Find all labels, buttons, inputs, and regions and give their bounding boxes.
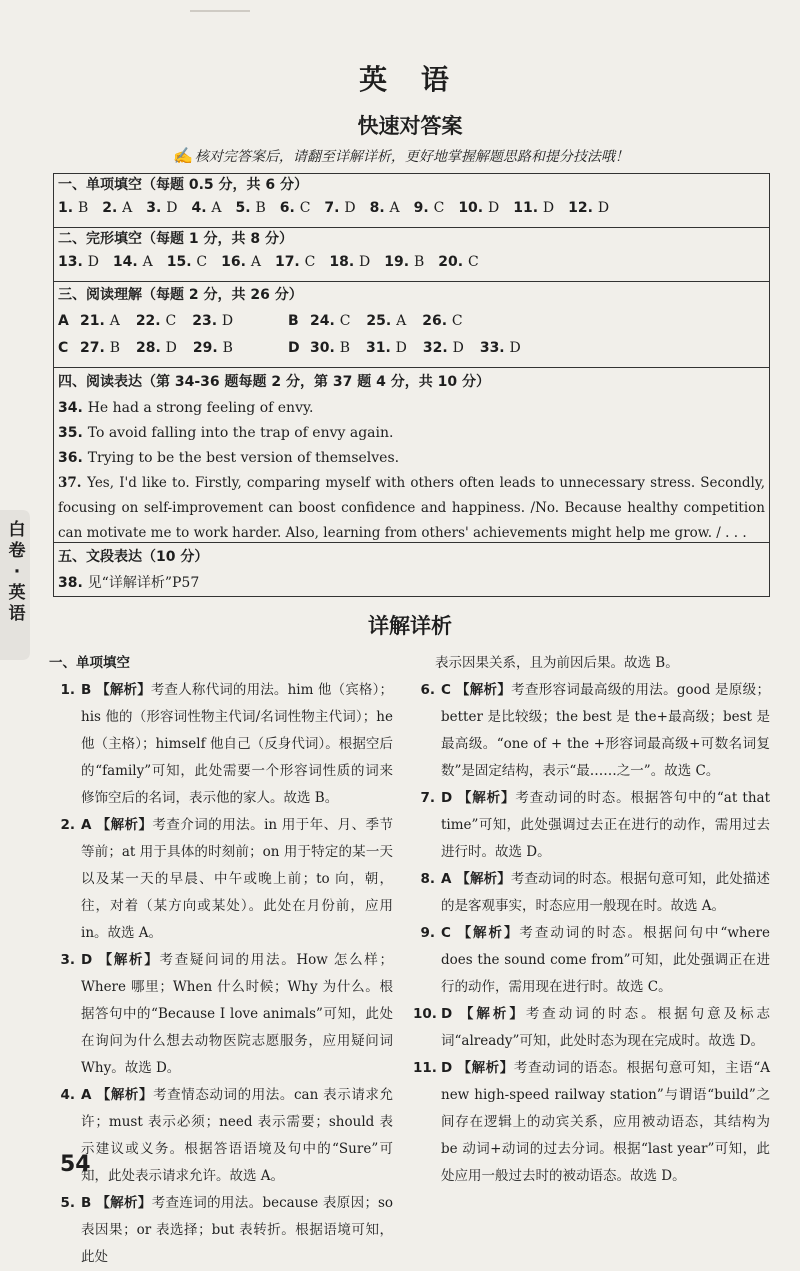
answer-letter: A [122, 200, 133, 216]
question-number: 29. [192, 340, 223, 356]
answer-letter: A [396, 313, 407, 329]
explanation-body: 考查动词的时态。根据句意可知，此处描述的是客观事实，时态应用一般现在时。故选 A。 [441, 871, 771, 914]
pen-icon: ✍ [173, 146, 193, 165]
explanation-item [53, 677, 393, 812]
answer-text: To avoid falling into the trap of envy again. [87, 425, 394, 441]
explanation-text [441, 866, 770, 920]
question-number: 9. [420, 925, 435, 941]
question-number: 19. [384, 254, 414, 270]
question-number: 6. [420, 682, 435, 698]
answer-cell [458, 196, 499, 220]
answer-cell [280, 196, 311, 220]
answer-letter: D [441, 790, 458, 806]
question-number: 13. [58, 254, 88, 270]
analysis-tag: 【解析】 [96, 1087, 154, 1103]
analysis-tag: 【解析】 [456, 871, 511, 887]
answer-letter: D [87, 254, 99, 270]
answer-cell [423, 335, 464, 362]
answer-letter: A [250, 254, 261, 270]
answer-letter: A [109, 313, 120, 329]
side-tab-text: 白卷·英语 [8, 520, 26, 624]
question-number: 3. [146, 200, 167, 216]
answer-key-box [53, 173, 770, 597]
answer-cell [568, 196, 609, 220]
explanation-text [441, 1001, 770, 1055]
section-single-choice [54, 174, 769, 228]
explanation-text [441, 920, 770, 1001]
answer-letter: B [109, 340, 120, 356]
analysis-tag: 【解析】 [457, 790, 516, 806]
question-number: 8. [420, 871, 435, 887]
expression-answer [58, 471, 769, 546]
answer-letter: D [81, 952, 99, 968]
continued-text: 表示因果关系，且为前因后果。故选 B。 [435, 655, 679, 671]
explanation-text [81, 1082, 393, 1190]
detail-left-column [49, 650, 394, 1271]
answer-letter: D [395, 340, 407, 356]
explanation-item [53, 947, 393, 1082]
answer-cell [193, 335, 233, 362]
answer-letter: D [488, 200, 500, 216]
question-number: 22. [135, 313, 166, 329]
answer-cell [80, 335, 120, 362]
answer-letter: D [166, 200, 178, 216]
answer-cell [221, 250, 261, 274]
tip-line [173, 146, 629, 166]
question-number: 21. [80, 313, 110, 329]
explanation-item [53, 1190, 393, 1271]
explanation-body: 考查人称代词的用法。him 他（宾格）；his 他的（形容词性物主代词/名词性物主代词）；he 他（主格）；himself 他自己（反身代词）。根据空后的“family”可知，此处需要一个形容词性质的词来修饰空后的名词，表示他的家人。故选 B。 [81, 682, 394, 806]
detail-section-heading: 一、单项填空 [49, 655, 130, 671]
answer-letter: D [509, 340, 521, 356]
answer-letter: C [196, 254, 208, 270]
answer-letter: A [211, 200, 222, 216]
explanation-text [441, 1055, 770, 1190]
question-number: 1. [58, 200, 78, 216]
detail-title: 详解详析 [368, 613, 452, 638]
explanation-text [81, 812, 393, 947]
explanation-body: 考查情态动词的用法。can 表示请求允许；must 表示必须；need 表示需要；should 表示建议或义务。根据答语语境及句中的“Sure”可知，此处表示请求允许。故选 A。 [81, 1087, 394, 1184]
answer-letter: 见“详解详析”P57 [87, 575, 200, 591]
explanation-body: 考查动词的语态。根据句意可知，主语“A new high-speed railway station”与谓语“build”之间存在逻辑上的动宾关系，应用被动语态，其结构为 be 动词+动词的过去分词。根据“last year”可知，此处应用一般过去时的被动语态。故选 D。 [441, 1060, 771, 1184]
explanation-item [413, 920, 770, 1001]
answer-text: Yes, I'd like to. Firstly, comparing myself with others often leads to unnecessary stress. Secondly, focusing on self-improvement can boost confidence and happiness. /No. Because healthy competition can motivate me to work harder. Also, learning from others' achievements might help me grow. / . . . [58, 475, 765, 541]
answer-cell [236, 196, 266, 220]
answer-letter: D [597, 200, 610, 216]
passage-label: D [288, 340, 300, 356]
reading-row [58, 308, 769, 335]
section-heading: 四、阅读表达（第 34-36 题每题 2 分，第 37 题 4 分，共 10 分） [58, 374, 490, 390]
explanation-body: 考查动词的时态。根据问句中“where does the sound come from”可知，此处强调正在进行的动作，需用现在进行时。故选 C。 [441, 925, 770, 995]
explanation-text [441, 677, 770, 785]
explanation-text [441, 785, 770, 866]
answer-cell [422, 308, 462, 335]
answer-letter: D [165, 340, 177, 356]
question-number: 7. [420, 790, 435, 806]
question-number: 33. [479, 340, 510, 356]
passage-group [58, 335, 288, 362]
answer-cell [438, 250, 478, 274]
question-number: 4. [60, 1087, 75, 1103]
answer-cell [480, 335, 521, 362]
answer-cell [191, 196, 221, 220]
expression-answer [58, 446, 769, 471]
analysis-tag: 【解析】 [98, 952, 160, 968]
expression-answer [58, 396, 769, 421]
answer-letter: B [81, 682, 97, 698]
question-number: 14. [112, 254, 143, 270]
explanation-item [413, 785, 770, 866]
question-number: 2. [60, 817, 75, 833]
answer-letter: B [77, 200, 89, 216]
question-number: 7. [324, 200, 345, 216]
answer-letter: D [359, 254, 371, 270]
answer-cell [102, 196, 132, 220]
question-number: 16. [221, 254, 251, 270]
answer-letter: C [165, 313, 177, 329]
answer-letter: B [255, 200, 266, 216]
answer-cell [275, 250, 315, 274]
passage-label: B [288, 313, 299, 329]
answer-letter: A [441, 871, 457, 887]
question-number: 26. [422, 313, 452, 329]
answer-letter: B [81, 1195, 97, 1211]
explanation-body: 考查形容词最高级的用法。good 是原级；better 是比较级；the best 是 the+最高级；best 是最高级。“one of + the +形容词最高级+可数名词复数”是固定结构，表示“最……之一”。故选 C。 [441, 682, 770, 779]
reading-row [58, 335, 769, 362]
explanation-item [413, 866, 770, 920]
analysis-tag: 【解析】 [457, 1060, 514, 1076]
page-number: 54 [60, 1152, 91, 1177]
analysis-tag: 【解析】 [457, 925, 520, 941]
detail-right-column [413, 650, 770, 1190]
question-number: 31. [365, 340, 396, 356]
explanation-body: 考查动词的时态。根据答句中的“at that time”可知，此处强调过去正在进行的动作，需用过去进行时。故选 D。 [441, 790, 771, 860]
answer-row [58, 571, 769, 595]
answer-cell [324, 196, 355, 220]
explanation-item [413, 1001, 770, 1055]
question-number: 4. [191, 200, 212, 216]
explanation-body: 考查动词的时态。根据句意及标志词“already”可知，此处时态为现在完成时。故选 D。 [441, 1006, 771, 1049]
answer-letter: B [339, 340, 350, 356]
page-title: 英 语 [359, 63, 461, 96]
analysis-tag: 【解析】 [455, 682, 512, 698]
answer-cell [58, 196, 88, 220]
top-divider [190, 10, 250, 12]
explanation-item [413, 677, 770, 785]
question-number: 27. [80, 340, 110, 356]
answer-cell [58, 250, 99, 274]
explanation-text [81, 947, 393, 1082]
answer-letter: C [451, 313, 463, 329]
analysis-tag: 【解析】 [96, 682, 151, 698]
answer-cell [136, 308, 176, 335]
question-number: 6. [279, 200, 300, 216]
expression-answer [58, 421, 769, 446]
section-reading [54, 282, 769, 368]
answer-cell [192, 308, 233, 335]
answer-cell [146, 196, 177, 220]
question-number: 11. [413, 1060, 437, 1076]
explanation-text [81, 1190, 393, 1271]
question-number: 1. [60, 682, 75, 698]
answer-cell [329, 250, 370, 274]
passage-label: A [58, 313, 69, 329]
question-number: 10. [413, 1006, 437, 1022]
question-number: 34. [58, 400, 88, 416]
section-heading: 一、单项填空（每题 0.5 分，共 6 分） [58, 177, 309, 193]
answer-cell [136, 335, 177, 362]
answer-cell [366, 308, 406, 335]
section-cloze [54, 228, 769, 282]
answer-letter: A [81, 817, 97, 833]
question-number: 15. [166, 254, 197, 270]
expression-answers [58, 396, 769, 546]
answer-letter: B [413, 254, 425, 270]
question-number: 10. [458, 200, 488, 216]
question-number: 37. [58, 475, 88, 491]
answer-key-title: 快速对答案 [357, 113, 463, 138]
passage-group [288, 308, 588, 335]
answer-cell [513, 196, 554, 220]
question-number: 5. [60, 1195, 75, 1211]
passage-label: C [58, 340, 69, 356]
question-number: 2. [102, 200, 123, 216]
answer-cell [310, 335, 350, 362]
explanation-body: 考查疑问词的用法。How 怎么样；Where 哪里；When 什么时候；Why 为什么。根据答句中的“Because I love animals”可知，此处在询问为什么想去动物医院志愿服务，应用疑问词 Why。故选 D。 [81, 952, 394, 1076]
section-heading: 三、阅读理解（每题 2 分，共 26 分） [58, 287, 303, 303]
answer-letter: C [299, 200, 311, 216]
answer-letter: C [467, 254, 479, 270]
question-number: 32. [422, 340, 453, 356]
explanation-item [53, 812, 393, 947]
answer-letter: D [441, 1006, 460, 1022]
answer-letter: D [221, 313, 234, 329]
explanation-item [413, 1055, 770, 1190]
answer-letter: C [339, 313, 351, 329]
question-number: 11. [513, 200, 543, 216]
answer-cell [167, 250, 207, 274]
question-number: 35. [58, 425, 88, 441]
question-number: 5. [235, 200, 256, 216]
answer-letter: D [452, 340, 464, 356]
question-number: 9. [413, 200, 434, 216]
question-number: 8. [369, 200, 390, 216]
answer-letter: C [441, 925, 458, 941]
answer-letter: D [344, 200, 356, 216]
answer-cell [370, 196, 400, 220]
section-reading-expression [54, 368, 769, 543]
answer-letter: A [142, 254, 153, 270]
explanation-body: 考查连词的用法。because 表原因；so 表因果；or 表选择；but 表转折。根据语境可知，此处 [81, 1195, 394, 1265]
explanation-item [53, 1082, 393, 1190]
answer-letter: D [542, 200, 555, 216]
answer-cell [58, 571, 199, 595]
answer-cell [113, 250, 153, 274]
answer-text: Trying to be the best version of themselves. [87, 450, 400, 466]
question-number: 3. [60, 952, 75, 968]
answer-letter: A [389, 200, 400, 216]
answer-row [58, 250, 769, 274]
explanation-body: 考查介词的用法。in 用于年、月、季节等前；at 用于具体的时刻前；on 用于特定的某一天以及某一天的早晨、中午或晚上前；to 向，朝，往，对着（某方向或某处）。此处在月份前，应用 in。故选 A。 [81, 817, 394, 941]
answer-text: He had a strong feeling of envy. [87, 400, 314, 416]
answer-letter: D [441, 1060, 458, 1076]
tip-text: 核对完答案后，请翻至详解详析，更好地掌握解题思路和提分技法哦！ [194, 149, 629, 165]
answer-cell [80, 308, 120, 335]
answer-letter: A [81, 1087, 97, 1103]
answer-letter: C [441, 682, 456, 698]
question-number: 28. [135, 340, 166, 356]
question-number: 25. [366, 313, 397, 329]
passage-group [288, 335, 588, 362]
answer-letter: C [304, 254, 316, 270]
section-heading: 二、完形填空（每题 1 分，共 8 分） [58, 231, 293, 247]
answer-cell [310, 308, 350, 335]
analysis-tag: 【解析】 [96, 817, 153, 833]
question-number: 36. [58, 450, 88, 466]
reading-rows [58, 308, 769, 362]
question-number: 18. [329, 254, 360, 270]
question-number: 38. [58, 575, 88, 591]
explanation-text [81, 677, 393, 812]
section-heading: 五、文段表达（10 分） [58, 549, 209, 565]
answer-cell [366, 335, 407, 362]
question-number: 20. [438, 254, 468, 270]
answer-row [58, 196, 769, 220]
analysis-tag: 【解析】 [459, 1006, 526, 1022]
question-number: 30. [310, 340, 340, 356]
section-writing [54, 543, 769, 595]
question-number: 17. [274, 254, 305, 270]
analysis-tag: 【解析】 [96, 1195, 152, 1211]
answer-cell [414, 196, 445, 220]
passage-group [58, 308, 288, 335]
question-number: 23. [192, 313, 222, 329]
answer-letter: C [433, 200, 445, 216]
question-number: 24. [310, 313, 340, 329]
question-number: 12. [568, 200, 598, 216]
answer-letter: B [222, 340, 233, 356]
answer-cell [384, 250, 424, 274]
